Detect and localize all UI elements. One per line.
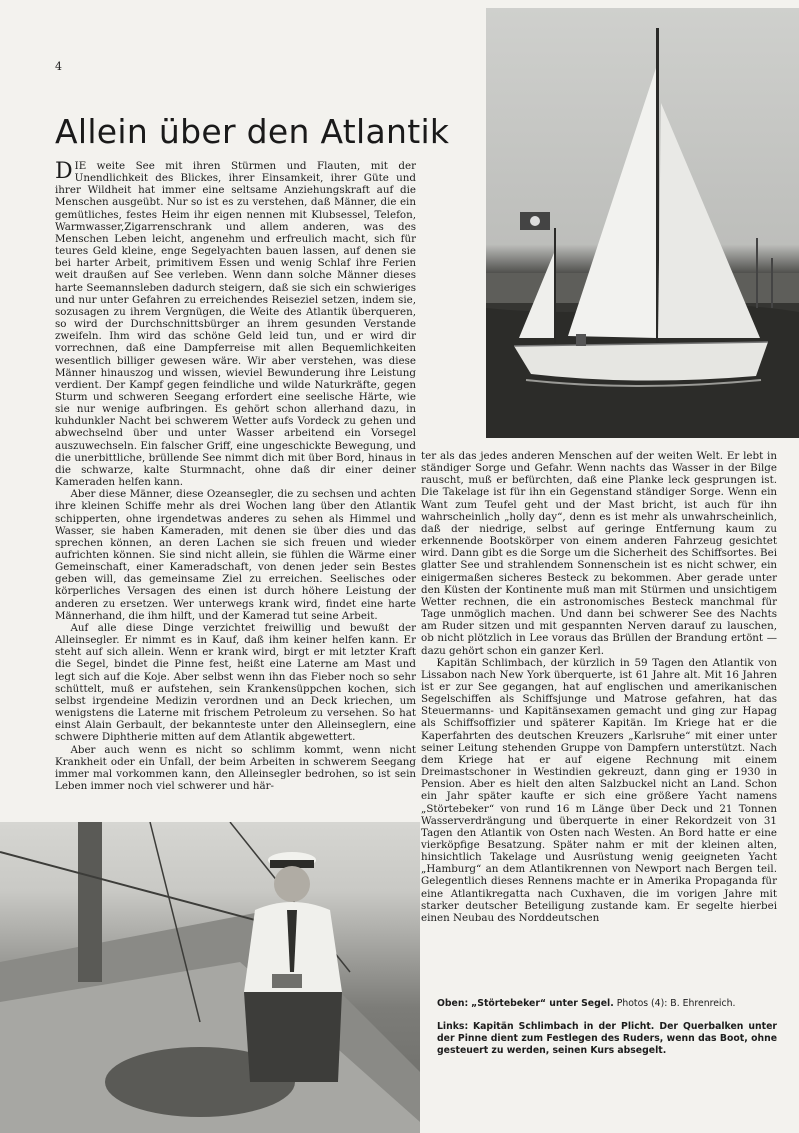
captain-illustration	[0, 822, 420, 1133]
caption-text: „Störtebeker“ unter Segel.	[471, 998, 614, 1009]
caption-top	[437, 998, 777, 1010]
yacht-illustration	[486, 8, 799, 438]
paragraph: Aber diese Männer, diese Ozeansegler, die zu sechsen und achten ihre kleinen Schiffe mehr als drei Wochen lang über den Atlantik schipperten, ohne irgendetwas anderes zu sehen als Himmel und Wasser, sie haben Kameraden, mit denen sie über dies und das sprechen können, an deren Lachen sie sich freuen und wieder aufrichten können. Sie sind nicht allein, sie fühlen die Wärme einer Gemeinschaft, einer Kameradschaft, von denen jeder sein Bestes geben will, das gemeinsame Ziel zu erreichen. Seelisches oder körperliches Versagen des einen ist durch höhere Leistung der anderen zu ersetzen. Wer unterwegs krank wird, findet eine harte Männerhand, die ihm hilft, und der Kamerad tut seine Arbeit.	[55, 488, 416, 622]
drop-cap: D	[55, 160, 73, 184]
paragraph: ter als das jedes anderen Menschen auf der weiten Welt. Er lebt in ständiger Sorge und Gefahr. Wenn nachts das Wasser in der Bilge rauscht, muß er befürchten, daß eine Planke leck gesprungen ist. Die Takelage ist für ihn ein Gegenstand ständiger Sorge. Wenn ein Want zum Teufel geht und der Mast bricht, ist auch für ihn wahrscheinlich „holly day“, denn es ist mehr als unwahrscheinlich, daß der niedrige, selbst auf geringe Entfernung kaum zu erkennende Bootskörper von einem anderen Fahrzeug gesichtet wird. Dann gibt es die Sorge um die Sicherheit des Schiffsortes. Bei glatter See und strahlendem Sonnenschein ist es nicht schwer, ein einigermaßen sicheres Besteck zu bekommen. Aber gerade unter den Küsten der Kontinente muß man mit Stürmen und unsichtigem Wetter rechnen, die ein astronomisches Besteck manchmal für Tage unmöglich machen. Und dann bei schwerer See des Nachts am Ruder sitzen und mit gespannten Nerven darauf zu lauschen, ob nicht plötzlich in Lee voraus das Brüllen der Brandung ertönt — dazu gehört schon ein ganzer Kerl.	[421, 450, 777, 657]
article-title: Allein über den Atlantik	[55, 112, 450, 151]
page-number: 4	[55, 60, 62, 73]
paragraph-text: IE weite See mit ihren Stürmen und Flauten, mit der Unendlichkeit des Blickes, ihrer Einsamkeit, ihrer Güte und ihrer Wildheit hat immer eine seltsame Anziehungskraft auf die Menschen ausgeübt. Nur so ist es zu verstehen, daß Männer, die ein gemütliches, festes Heim ihr eigen nennen mit Klubsessel, Telefon, Warmwasser,Zigarrenschrank und allem anderen, was des Menschen Leben leicht, angenehm und erfreulich macht, sich für teures Geld kleine, enge Segelyachten bauen lassen, auf denen sie bei harter Arbeit, primitivem Essen und wenig Schlaf ihre Ferien weit draußen auf See verleben. Wenn dann solche Männer dieses harte Seemannsleben dadurch steigern, daß sie sich ein schwieriges und nur unter Gefahren zu erreichendes Reiseziel setzen, indem sie, sozusagen zu ihrem Vergnügen, die Weite des Atlantik überqueren, so wird der Durchschnittsbürger an ihrem gesunden Verstande zweifeln. Ihm wird das schöne Geld leid tun, und er wird dir vorrechnen, daß eine Dampferreise mit allen Bequemlichkeiten wesentlich billiger gewesen wäre. Wir aber verstehen, was diese Männer hinauszog und wissen, wieviel Bewunderung ihre Leistung verdient. Der Kampf gegen feindliche und wilde Naturkräfte, gegen Sturm und schweren Seegang erfordert eine seelische Härte, wie sie nur wenige aufbringen. Es gehört schon allerhand dazu, in kuhdunkler Nacht bei schwerem Wetter aufs Vordeck zu gehen und abwechselnd über und unter Wasser arbeitend ein Vorsegel auszuwechseln. Ein falscher Griff, eine ungeschickte Bewegung, und die unerbittliche, brüllende See nimmt dich mit über Bord, hinaus in die schwarze, kalte Sturmnacht, ohne daß dir einer deiner Kameraden helfen kann.	[55, 160, 416, 489]
paragraph: Kapitän Schlimbach, der kürzlich in 59 Tagen den Atlantik von Lissabon nach New York überquerte, ist 61 Jahre alt. Mit 16 Jahren ist er zur See gegangen, hat auf englischen und amerikanischen Segelschiffen als Schiffsjunge und Matrose gefahren, hat das Steuermanns- und Kapitänsexamen gemacht und ging zur Hapag als Schiffsoffizier und späterer Kapitän. Im Kriege hat er die Kaperfahrten des deutschen Kreuzers „Karlsruhe“ mit einer unter seiner Leitung stehenden Gruppe von Dampfern unterstützt. Nach dem Kriege hat er auf eigene Rechnung mit einem Dreimastschoner in Westindien gekreuzt, dann ging er 1930 in Pension. Aber es hielt den alten Salzbuckel nicht an Land. Schon ein Jahr später kaufte er sich eine größere Yacht namens „Störtebeker“ von rund 16 m Länge über Deck und 21 Tonnen Wasserverdrängung und überquerte in einer Rekordzeit von 31 Tagen den Atlantik von Osten nach Westen. An Bord hatte er eine vierköpfige Besatzung. Später nahm er mit der kleinen alten, hinsichtlich Takelage und Ausrüstung wenig geeigneten Yacht „Hamburg“ an dem Atlantikrennen von Newport nach Bergen teil. Gelegentlich dieses Rennens machte er in Amerika Propaganda für eine Atlantikregatta nach Cuxhaven, die im vorigen Jahre mit starker deutscher Beteiligung zustande kam. Er segelte hierbei einen Neubau des Norddeutschen	[421, 656, 777, 924]
photo-credit: Photos (4): B. Ehrenreich.	[616, 998, 736, 1009]
text-column-left	[55, 160, 416, 822]
photo-sailing-yacht	[486, 8, 799, 438]
photo-captain-cockpit	[0, 822, 420, 1133]
photo-captions	[437, 998, 777, 1068]
paragraph: Aber auch wenn es nicht so schlimm kommt, wenn nicht Krankheit oder ein Unfall, der beim Arbeiten in schwerem Seegang immer mal vorkommen kann, den Alleinsegler bedrohen, so ist sein Leben immer noch viel schwerer und här-	[55, 743, 416, 792]
paragraph	[55, 160, 416, 488]
paragraph: Auf alle diese Dinge verzichtet freiwillig und bewußt der Alleinsegler. Er nimmt es in Kauf, daß ihm keiner helfen kann. Er steht auf sich allein. Wenn er krank wird, birgt er mit letzter Kraft die Segel, bindet die Pinne fest, heißt eine Laterne am Mast und legt sich auf die Koje. Aber selbst wenn ihn das Fieber noch so sehr schüttelt, muß er aufstehen, sein Krankensüppchen kochen, sich selbst irgendeine Medizin verordnen und an Deck kriechen, um wenigstens die Laterne mit frischem Petroleum zu versehen. So hat einst Alain Gerbault, der bekannteste unter den Alleinseglern, eine schwere Diphtherie mitten auf dem Atlantik abgewettert.	[55, 621, 416, 744]
caption-label: Links:	[437, 1021, 469, 1032]
caption-text: Kapitän Schlimbach in der Plicht. Der Querbalken unter der Pinne dient zum Festlegen des Ruders, wenn das Boot, ohne gesteuert zu werden, seinen Kurs absegelt.	[437, 1021, 777, 1056]
caption-bottom	[437, 1021, 777, 1057]
text-column-right	[421, 450, 777, 988]
caption-label: Oben:	[437, 998, 469, 1009]
